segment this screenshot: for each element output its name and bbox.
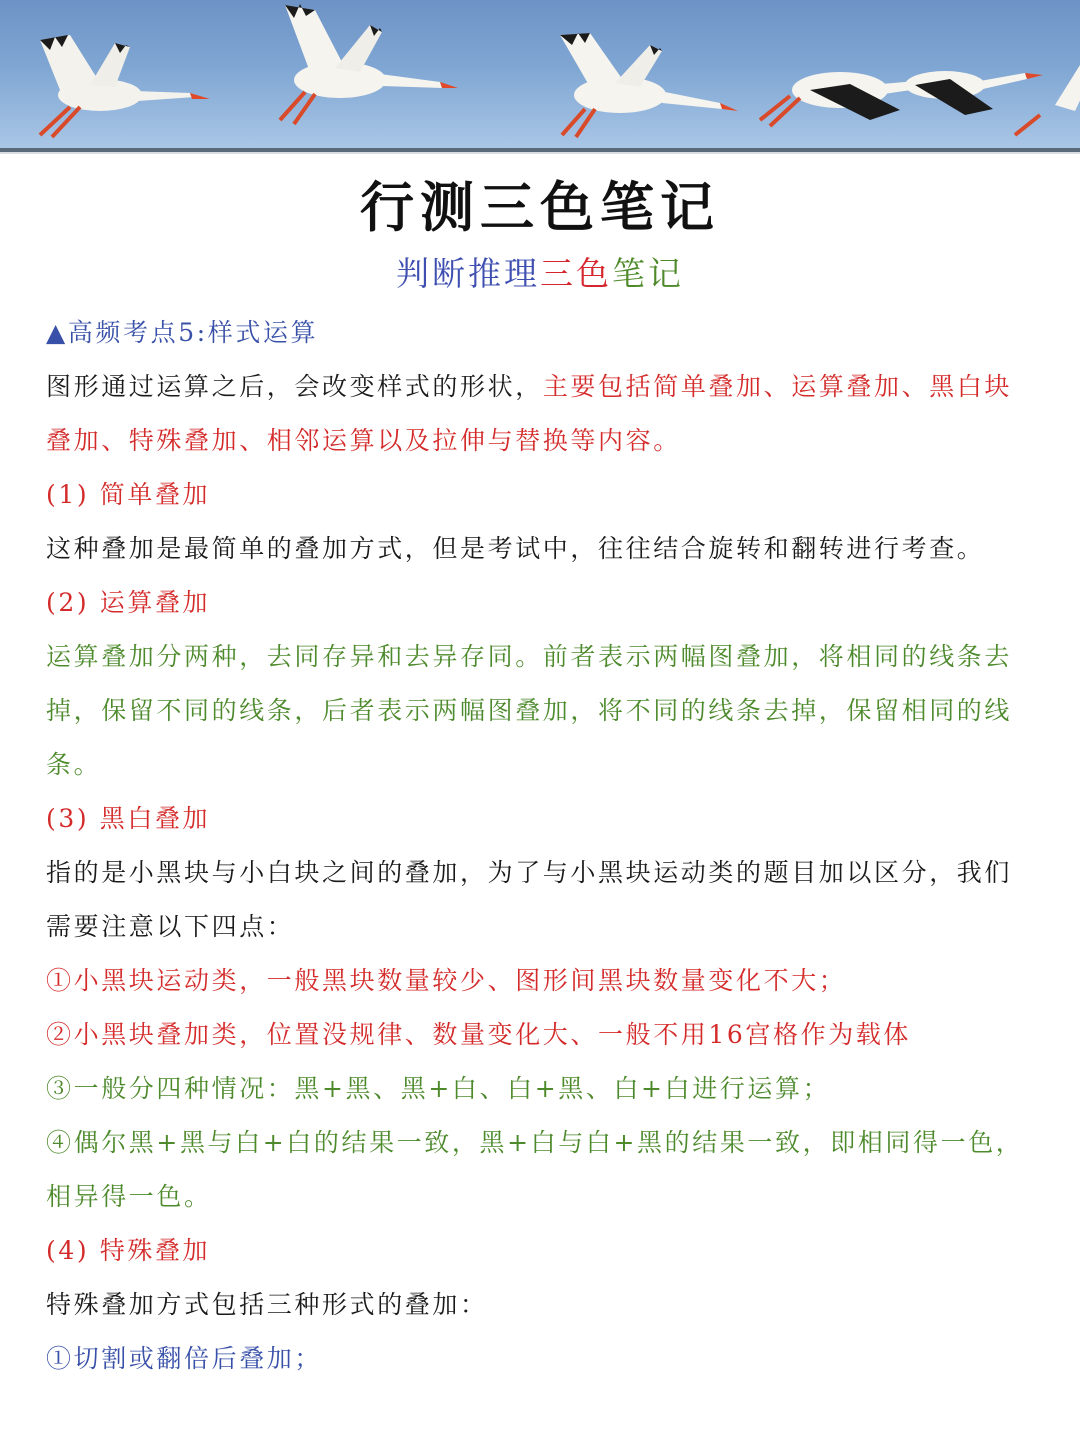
crane-icon [280,4,458,124]
intro-red-text: 主要包括简单叠加、运算叠加、黑白块叠加、特殊叠加、相邻运算以及拉伸与替换等内容。 [46,372,1013,455]
sec2-body: 运算叠加分两种，去同存异和去异存同。前者表示两幅图叠加，将相同的线条去掉，保留不同的线条，后者表示两幅图叠加，将不同的线条去掉，保留相同的线条。 [46,642,1013,779]
crane-icon [560,33,738,137]
sec3-point-1: ①小黑块运动类，一般黑块数量较少、图形间黑块数量变化不大； [46,966,847,995]
intro-paragraph [46,360,1028,468]
sec1-body: 这种叠加是最简单的叠加方式，但是考试中，往往结合旋转和翻转进行考查。 [46,534,985,563]
sec1-heading: (1) 简单叠加 [46,480,211,509]
notes-content [0,306,1080,1386]
banner-divider-light [0,152,1080,154]
sec3-body: 指的是小黑块与小白块之间的叠加，为了与小黑块运动类的题目加以区分，我们需要注意以下四点： [46,858,1013,941]
sec4-heading: (4) 特殊叠加 [46,1236,211,1265]
sec4-point-1: ①切割或翻倍后叠加； [46,1344,323,1373]
cranes-illustration [0,0,1080,148]
page-title: 行测三色笔记 [360,175,720,239]
sec3-point-2: ②小黑块叠加类，位置没规律、数量变化大、一般不用16宫格作为载体 [46,1020,912,1049]
header-banner-cranes [0,0,1080,148]
sec3-heading: (3) 黑白叠加 [46,804,211,833]
intro-plain-text: 图形通过运算之后，会改变样式的形状， [46,372,543,401]
crane-icon [905,71,1043,115]
sec4-body: 特殊叠加方式包括三种形式的叠加： [46,1290,488,1319]
sec2-heading: (2) 运算叠加 [46,588,211,617]
subtitle-part-green: 笔记 [612,254,684,293]
crane-icon [40,35,210,137]
sec3-point-3: ③一般分四种情况：黑+黑、黑+白、白+黑、白+白进行运算； [46,1074,831,1103]
section-header: ▲高频考点5:样式运算 [46,318,319,347]
page-subtitle [0,252,1080,296]
subtitle-part-red: 三色 [540,254,612,293]
sec3-point-4: ④偶尔黑+黑与白+白的结果一致，黑+白与白+黑的结果一致，即相同得一色，相异得一色。 [46,1128,1024,1211]
subtitle-part-blue: 判断推理 [396,254,540,293]
